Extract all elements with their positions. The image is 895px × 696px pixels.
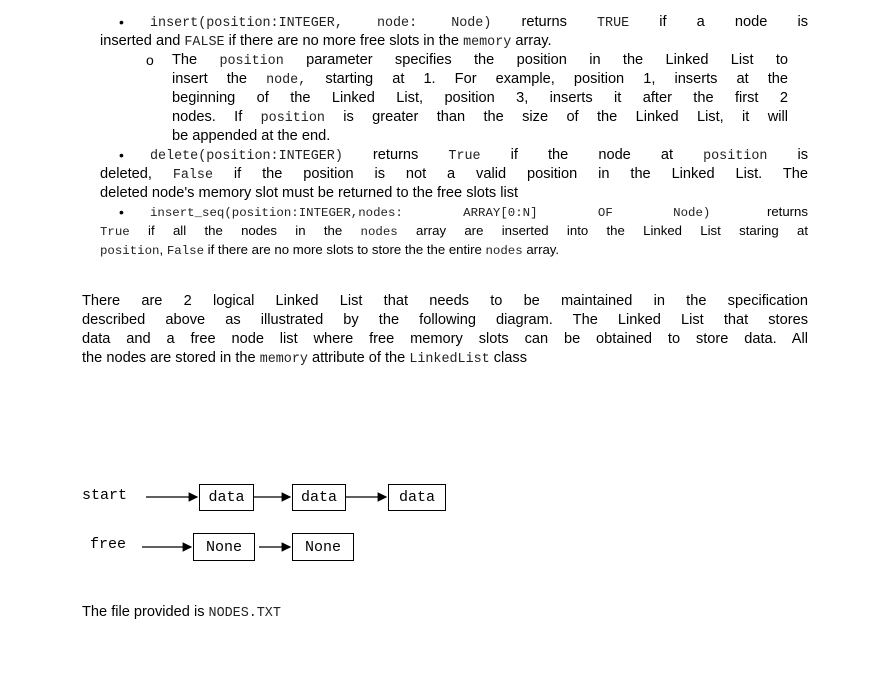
text-segment: returns	[491, 14, 598, 30]
start-label: start	[82, 487, 128, 504]
text-segment: deleted,	[100, 166, 173, 182]
text-segment: if there are no more free slots in the	[224, 33, 464, 49]
text-segment: be appended at the end.	[172, 128, 331, 144]
text-segment: nodes. If	[172, 109, 261, 125]
code-text: memory	[259, 352, 308, 367]
code-text: insert(position:INTEGER, node: Node)	[150, 16, 492, 31]
code-text: position	[260, 111, 325, 126]
code-text: position	[703, 149, 768, 164]
text-segment: ,	[159, 242, 167, 257]
text-segment: the nodes are stored in the	[82, 350, 260, 366]
text-segment: beginning of the Linked List, position 3, inserts it after the first 2	[172, 90, 788, 106]
code-text: position	[100, 244, 160, 258]
data-node: data	[292, 484, 346, 511]
text-segment: insert the	[172, 71, 267, 87]
free-label: free	[90, 536, 127, 553]
text-segment: if a node is	[629, 14, 808, 30]
free-node: None	[193, 533, 255, 561]
text-segment: if the node at	[480, 147, 704, 163]
text-segment: array.	[511, 33, 552, 49]
data-node: data	[199, 484, 254, 511]
code-text: NODES.TXT	[208, 606, 281, 621]
text-segment: returns	[342, 147, 449, 163]
code-text: True	[100, 225, 130, 239]
text-segment: deleted node's memory slot must be returned to the free slots list	[100, 185, 519, 201]
text-segment: is greater than the size of the Linked List, it will	[324, 109, 788, 125]
text-segment: if the position is not a valid position in the Linked List. The	[213, 166, 808, 182]
code-text: nodes	[360, 225, 398, 239]
code-text: False	[166, 244, 205, 258]
text-segment: returns	[710, 204, 808, 219]
sub-bullet: o	[146, 52, 154, 68]
text-segment: is	[767, 147, 809, 163]
text-segment: class	[489, 350, 527, 366]
text-segment: array are inserted into the Linked List staring at	[397, 223, 808, 238]
text-segment: The	[172, 52, 220, 68]
text-segment: There are 2 logical Linked List that needs to be maintained in the specification	[82, 293, 808, 309]
text-segment: The file provided is	[82, 604, 209, 620]
text-segment: data and a free node list where free memory slots can be obtained to store data. All	[82, 331, 808, 347]
text-segment: starting at 1. For example, position 1, inserts at the	[306, 71, 788, 87]
text-segment: attribute of the	[307, 350, 410, 366]
text-segment: described above as illustrated by the following diagram. The Linked List that stores	[82, 312, 808, 328]
bullet: •	[119, 147, 124, 163]
code-text: FALSE	[184, 35, 225, 50]
code-text: nodes	[485, 244, 523, 258]
text-segment: if there are no more slots to store the the entire	[204, 242, 486, 257]
code-text: delete(position:INTEGER)	[150, 149, 343, 164]
code-text: position	[219, 54, 284, 69]
code-text: memory	[463, 35, 512, 50]
text-segment: parameter specifies the position in the Linked List to	[283, 52, 789, 68]
bullet: •	[119, 14, 124, 30]
data-node: data	[388, 484, 446, 511]
bullet: •	[119, 204, 124, 220]
code-text: LinkedList	[409, 352, 490, 367]
code-text: insert_seq(position:INTEGER,nodes: ARRAY[0:N] OF Node)	[150, 206, 711, 220]
free-node: None	[292, 533, 354, 561]
code-text: TRUE	[597, 16, 630, 31]
text-segment: inserted and	[100, 33, 185, 49]
text-segment: if all the nodes in the	[129, 223, 361, 238]
code-text: True	[448, 149, 481, 164]
text-segment: array.	[522, 242, 560, 257]
code-text: False	[172, 168, 214, 183]
code-text: node,	[266, 73, 307, 88]
